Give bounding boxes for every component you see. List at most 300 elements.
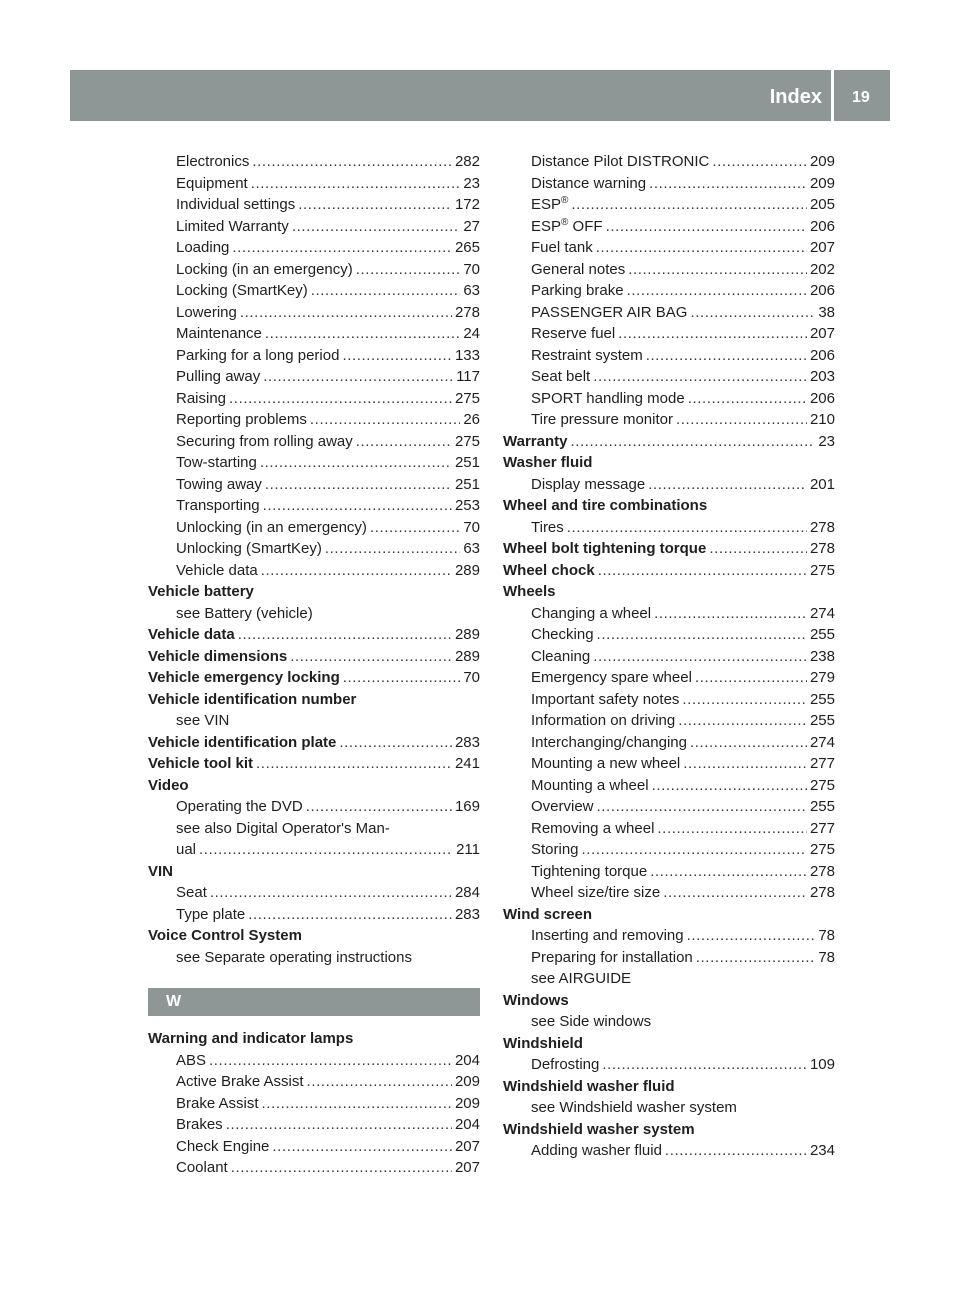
entry-page-number: 70: [463, 260, 480, 278]
dot-leader: [654, 603, 807, 625]
cross-reference[interactable]: see AIRGUIDE: [531, 970, 632, 987]
dot-leader: [627, 280, 807, 302]
entry-label: Reporting problems: [176, 411, 307, 428]
entry-label: Mounting a wheel: [531, 776, 649, 794]
index-entry[interactable]: [503, 302, 835, 324]
entry-page-number: 278: [809, 518, 835, 536]
index-entry[interactable]: [148, 538, 480, 560]
entry-label: Restraint system: [531, 346, 643, 364]
entry-page-number: 284: [454, 884, 480, 901]
entry-page-number: 253: [454, 497, 480, 514]
entry-label: Defrosting: [531, 1056, 600, 1073]
entry-label: Unlocking (in an emergency): [176, 518, 367, 536]
entry-page-number: 274: [809, 733, 835, 751]
entry-page-number: 283: [454, 905, 480, 923]
dot-leader: [325, 538, 460, 560]
dot-leader: [310, 409, 460, 431]
index-heading: Windows: [503, 991, 569, 1009]
entry-page-number: 207: [454, 1137, 480, 1155]
index-entry[interactable]: [503, 882, 835, 904]
index-entry[interactable]: [503, 689, 835, 711]
cross-reference[interactable]: see Separate operating instructions: [176, 948, 412, 966]
index-entry[interactable]: [148, 323, 480, 345]
dot-leader: [690, 732, 807, 754]
index-entry[interactable]: [148, 216, 480, 238]
entry-label: SPORT handling mode: [531, 389, 685, 407]
entry-label: Unlocking (SmartKey): [176, 540, 322, 557]
cross-reference[interactable]: see VIN: [176, 712, 230, 729]
dot-leader: [571, 194, 807, 216]
entry-page-number: 265: [454, 239, 480, 256]
dot-leader: [260, 452, 452, 474]
entry-label: Information on driving: [531, 712, 676, 729]
entry-page-number: 275: [809, 776, 835, 794]
entry-page-number: 70: [463, 518, 480, 536]
section-letter: W: [148, 988, 480, 1016]
entry-label: Maintenance: [176, 325, 262, 342]
entry-label: Reserve fuel: [531, 325, 616, 342]
dot-leader: [593, 366, 807, 388]
index-entry[interactable]: [148, 667, 480, 689]
entry-label: Wheel size/tire size: [531, 884, 661, 901]
entry-label: Type plate: [176, 905, 246, 923]
index-entry[interactable]: [148, 409, 480, 431]
entry-page-number: 63: [463, 540, 480, 557]
dot-leader: [709, 538, 807, 560]
index-entry[interactable]: [148, 1071, 480, 1093]
registered-mark: ®: [561, 216, 569, 228]
entry-page-number: 251: [454, 454, 480, 471]
dot-leader: [231, 1157, 452, 1179]
entry-label: Tire pressure monitor: [531, 411, 673, 428]
index-entry[interactable]: [148, 1136, 480, 1158]
dot-leader: [339, 732, 452, 754]
index-entry[interactable]: [148, 517, 480, 539]
dot-leader: [606, 216, 807, 238]
entry-label: Seat: [176, 884, 207, 901]
entry-page-number: 209: [809, 174, 835, 192]
index-heading: Windshield washer fluid: [503, 1077, 675, 1095]
entry-page-number: 78: [818, 927, 835, 944]
dot-leader: [251, 173, 461, 195]
index-entry[interactable]: [148, 796, 480, 818]
index-entry[interactable]: [148, 1114, 480, 1136]
entry-label: Tires: [531, 518, 564, 536]
index-entry[interactable]: [503, 1054, 835, 1076]
index-entry[interactable]: [148, 753, 480, 775]
entry-page-number: 275: [454, 389, 480, 407]
index-entry[interactable]: [503, 388, 835, 410]
index-entry[interactable]: [503, 560, 835, 582]
index-entry[interactable]: [148, 646, 480, 668]
entry-label: Raising: [176, 389, 227, 407]
index-entry[interactable]: [148, 495, 480, 517]
entry-label: Overview: [531, 798, 594, 815]
dot-leader: [298, 194, 452, 216]
entry-page-number: 282: [454, 153, 480, 170]
dot-leader: [342, 345, 452, 367]
entry-label: Electronics: [176, 153, 250, 170]
dot-leader: [646, 345, 807, 367]
dot-leader: [229, 388, 452, 410]
entry-label: Seat belt: [531, 368, 591, 385]
entry-page-number: 207: [809, 325, 835, 342]
entry-page-number: 289: [454, 561, 480, 579]
entry-label: Transporting: [176, 497, 260, 514]
dot-leader: [263, 366, 453, 388]
entry-page-number: 203: [809, 368, 835, 385]
header-bar: [70, 70, 890, 121]
entry-label: Changing a wheel: [531, 604, 652, 622]
index-entry[interactable]: [503, 925, 835, 947]
page-number: 19: [852, 89, 870, 106]
index-entry[interactable]: [148, 388, 480, 410]
entry-page-number: 210: [809, 411, 835, 428]
index-entry[interactable]: [148, 1157, 480, 1179]
index-entry[interactable]: [503, 237, 835, 259]
index-entry[interactable]: [148, 151, 480, 173]
entry-page-number: 27: [463, 217, 480, 235]
index-entry[interactable]: [503, 538, 835, 560]
entry-label: ESP® OFF: [531, 216, 603, 235]
entry-page-number: 277: [809, 755, 835, 772]
dot-leader: [356, 259, 461, 281]
entry-label: ABS: [176, 1051, 207, 1069]
index-entry[interactable]: [148, 839, 480, 861]
dot-leader: [597, 624, 807, 646]
index-entry[interactable]: [503, 517, 835, 539]
dot-leader: [567, 517, 807, 539]
entry-label: Warranty: [503, 432, 568, 450]
index-entry[interactable]: [503, 667, 835, 689]
index-entry[interactable]: [148, 452, 480, 474]
index-heading: Wheels: [503, 583, 556, 600]
entry-label: ual: [176, 841, 197, 858]
dot-leader: [238, 624, 452, 646]
entry-label: General notes: [531, 260, 626, 278]
entry-page-number: 209: [454, 1073, 480, 1090]
index-heading: Wheel and tire combinations: [503, 497, 708, 514]
dot-leader: [696, 947, 816, 969]
index-entry[interactable]: [503, 796, 835, 818]
entry-label: PASSENGER AIR BAG: [531, 303, 688, 321]
index-entry[interactable]: [503, 947, 835, 969]
index-heading: Windshield: [503, 1034, 583, 1052]
entry-label: Locking (in an emergency): [176, 260, 353, 278]
cross-reference[interactable]: see Windshield washer system: [531, 1099, 737, 1116]
index-entry[interactable]: [148, 366, 480, 388]
entry-page-number: 207: [809, 239, 835, 256]
index-entry[interactable]: [503, 409, 835, 431]
header-title: Index: [769, 86, 822, 108]
index-entry[interactable]: [503, 216, 835, 238]
entry-label: Vehicle tool kit: [148, 755, 254, 772]
entry-label: Preparing for installation: [531, 948, 693, 966]
dot-leader: [290, 646, 452, 668]
dot-leader: [210, 882, 452, 904]
index-heading: Warning and indicator lamps: [148, 1030, 354, 1047]
entry-label: Parking brake: [531, 282, 624, 299]
dot-leader: [209, 1050, 452, 1072]
entry-label: Storing: [531, 841, 579, 858]
index-entry[interactable]: [148, 474, 480, 496]
entry-page-number: 278: [809, 884, 835, 901]
entry-page-number: 24: [463, 325, 480, 342]
dot-leader: [678, 710, 807, 732]
entry-label: Display message: [531, 475, 646, 493]
dot-leader: [663, 882, 807, 904]
entry-page-number: 202: [809, 260, 835, 278]
cross-reference[interactable]: see Side windows: [531, 1013, 652, 1030]
index-entry[interactable]: [148, 431, 480, 453]
index-entry[interactable]: [148, 302, 480, 324]
index-entry[interactable]: [503, 194, 835, 216]
entry-label: Tow-starting: [176, 454, 257, 471]
index-entry[interactable]: [148, 345, 480, 367]
entry-page-number: 206: [809, 389, 835, 407]
entry-page-number: 206: [809, 346, 835, 364]
entry-page-number: 289: [454, 626, 480, 643]
entry-page-number: 211: [456, 841, 480, 858]
entry-label: Distance warning: [531, 174, 647, 192]
dot-leader: [628, 259, 807, 281]
dot-leader: [648, 474, 807, 496]
index-entry[interactable]: [148, 624, 480, 646]
entry-page-number: 209: [809, 153, 835, 170]
entry-page-number: 26: [463, 411, 480, 428]
entry-label: Wheel bolt tightening torque: [503, 540, 707, 557]
dot-leader: [240, 302, 452, 324]
entry-label: Vehicle data: [148, 626, 235, 643]
entry-label: Operating the DVD: [176, 798, 303, 815]
dot-leader: [602, 1054, 807, 1076]
index-entry[interactable]: [503, 431, 835, 453]
dot-leader: [676, 409, 807, 431]
dot-leader: [356, 431, 452, 453]
index-column-left: [148, 151, 480, 1179]
dot-leader: [657, 818, 807, 840]
entry-page-number: 172: [454, 196, 480, 213]
entry-page-number: 255: [809, 690, 835, 708]
index-heading: Wind screen: [503, 905, 593, 923]
index-heading: Vehicle battery: [148, 583, 254, 600]
index-entry[interactable]: [148, 259, 480, 281]
entry-label: Locking (SmartKey): [176, 282, 308, 299]
index-entry[interactable]: [503, 151, 835, 173]
entry-page-number: 117: [456, 368, 480, 385]
dot-leader: [695, 667, 807, 689]
dot-leader: [598, 560, 807, 582]
entry-label: Checking: [531, 626, 594, 643]
cross-reference[interactable]: see also Digital Operator's Man-: [176, 819, 390, 837]
dot-leader: [307, 1071, 452, 1093]
entry-label: Vehicle dimensions: [148, 647, 288, 665]
entry-label: Inserting and removing: [531, 927, 684, 944]
entry-label: Interchanging/changing: [531, 733, 687, 751]
entry-label: Limited Warranty: [176, 217, 289, 235]
dot-leader: [256, 753, 452, 775]
dot-leader: [265, 323, 460, 345]
dot-leader: [199, 839, 453, 861]
entry-page-number: 206: [809, 217, 835, 235]
entry-page-number: 205: [809, 196, 835, 213]
dot-leader: [690, 302, 815, 324]
index-entry[interactable]: [503, 323, 835, 345]
entry-label: Vehicle identification plate: [148, 733, 337, 751]
dot-leader: [343, 667, 461, 689]
entry-label: Fuel tank: [531, 239, 593, 256]
index-entry[interactable]: [148, 560, 480, 582]
index-entry[interactable]: [503, 366, 835, 388]
dot-leader: [232, 237, 452, 259]
entry-page-number: 133: [454, 346, 480, 364]
entry-page-number: 283: [454, 733, 480, 751]
index-entry[interactable]: [503, 710, 835, 732]
entry-page-number: 234: [809, 1142, 835, 1159]
entry-page-number: 279: [809, 669, 835, 686]
entry-page-number: 238: [809, 647, 835, 665]
entry-page-number: 289: [454, 647, 480, 665]
index-entry[interactable]: [503, 839, 835, 861]
dot-leader: [311, 280, 461, 302]
entry-page-number: 169: [454, 798, 480, 815]
dot-leader: [263, 495, 452, 517]
entry-label: Cleaning: [531, 647, 591, 665]
index-entry[interactable]: [148, 1050, 480, 1072]
entry-page-number: 70: [463, 669, 480, 686]
index-entry[interactable]: [148, 904, 480, 926]
entry-label: Parking for a long period: [176, 346, 340, 364]
dot-leader: [262, 1093, 452, 1115]
entry-label: Securing from rolling away: [176, 432, 353, 450]
entry-page-number: 251: [454, 475, 480, 493]
entry-label: Check Engine: [176, 1137, 270, 1155]
dot-leader: [261, 560, 452, 582]
index-column-right: [503, 151, 835, 1162]
entry-label: Important safety notes: [531, 690, 680, 708]
index-entry[interactable]: [148, 732, 480, 754]
dot-leader: [292, 216, 461, 238]
entry-label: Loading: [176, 239, 230, 256]
dot-leader: [370, 517, 460, 539]
entry-page-number: 206: [809, 282, 835, 299]
index-entry[interactable]: [503, 818, 835, 840]
dot-leader: [687, 925, 816, 947]
dot-leader: [682, 689, 807, 711]
entry-page-number: 78: [818, 948, 835, 966]
dot-leader: [252, 151, 452, 173]
index-entry[interactable]: [503, 603, 835, 625]
entry-label: Coolant: [176, 1159, 228, 1176]
index-entry[interactable]: [148, 1093, 480, 1115]
entry-label: Brakes: [176, 1116, 223, 1133]
entry-page-number: 278: [454, 303, 480, 321]
dot-leader: [665, 1140, 807, 1162]
entry-label: Wheel chock: [503, 561, 595, 579]
dot-leader: [593, 646, 807, 668]
dot-leader: [652, 775, 807, 797]
index-heading: Windshield washer system: [503, 1120, 695, 1138]
entry-page-number: 275: [454, 432, 480, 450]
index-heading: Voice Control System: [148, 927, 302, 944]
entry-page-number: 255: [809, 712, 835, 729]
entry-page-number: 255: [809, 798, 835, 815]
entry-label: Emergency spare wheel: [531, 669, 692, 686]
entry-page-number: 278: [809, 862, 835, 880]
entry-label: Equipment: [176, 174, 248, 192]
dot-leader: [597, 796, 807, 818]
header-divider: [831, 70, 834, 121]
entry-label: Vehicle data: [176, 561, 258, 579]
entry-page-number: 109: [809, 1056, 835, 1073]
index-entry[interactable]: [503, 474, 835, 496]
index-entry[interactable]: [503, 259, 835, 281]
entry-page-number: 209: [454, 1094, 480, 1112]
index-heading: Washer fluid: [503, 454, 593, 471]
entry-label: Active Brake Assist: [176, 1073, 304, 1090]
index-entry[interactable]: [503, 1140, 835, 1162]
index-entry[interactable]: [148, 237, 480, 259]
entry-page-number: 63: [463, 282, 480, 299]
index-entry[interactable]: [503, 345, 835, 367]
entry-page-number: 204: [454, 1051, 480, 1069]
entry-page-number: 277: [809, 819, 835, 837]
index-entry[interactable]: [503, 173, 835, 195]
dot-leader: [582, 839, 807, 861]
index-entry[interactable]: [148, 173, 480, 195]
index-heading: Video: [148, 776, 189, 794]
entry-page-number: 255: [809, 626, 835, 643]
index-entry[interactable]: [503, 624, 835, 646]
index-entry[interactable]: [503, 775, 835, 797]
dot-leader: [570, 431, 815, 453]
index-entry[interactable]: [503, 646, 835, 668]
entry-page-number: 23: [463, 174, 480, 192]
index-entry[interactable]: [503, 861, 835, 883]
registered-mark: ®: [561, 195, 569, 206]
index-entry[interactable]: [503, 732, 835, 754]
entry-page-number: 38: [818, 303, 835, 321]
dot-leader: [618, 323, 807, 345]
index-entry[interactable]: [148, 280, 480, 302]
entry-page-number: 201: [809, 475, 835, 493]
index-entry[interactable]: [148, 194, 480, 216]
dot-leader: [683, 753, 807, 775]
dot-leader: [649, 173, 807, 195]
entry-page-number: 274: [809, 604, 835, 622]
entry-page-number: 275: [809, 561, 835, 579]
entry-page-number: 204: [454, 1116, 480, 1133]
entry-page-number: 207: [454, 1159, 480, 1176]
cross-reference[interactable]: see Battery (vehicle): [176, 604, 313, 622]
entry-label: Individual settings: [176, 196, 296, 213]
dot-leader: [650, 861, 807, 883]
dot-leader: [688, 388, 807, 410]
dot-leader: [226, 1114, 452, 1136]
index-entry[interactable]: [503, 753, 835, 775]
index-entry[interactable]: [503, 280, 835, 302]
dot-leader: [596, 237, 807, 259]
dot-leader: [265, 474, 452, 496]
entry-page-number: 241: [454, 755, 480, 772]
index-entry[interactable]: [148, 882, 480, 904]
dot-leader: [306, 796, 452, 818]
entry-label: Pulling away: [176, 368, 261, 385]
entry-label: Brake Assist: [176, 1094, 259, 1112]
entry-label: Lowering: [176, 303, 237, 321]
index-heading: VIN: [148, 862, 174, 880]
entry-label: Vehicle emergency locking: [148, 669, 340, 686]
